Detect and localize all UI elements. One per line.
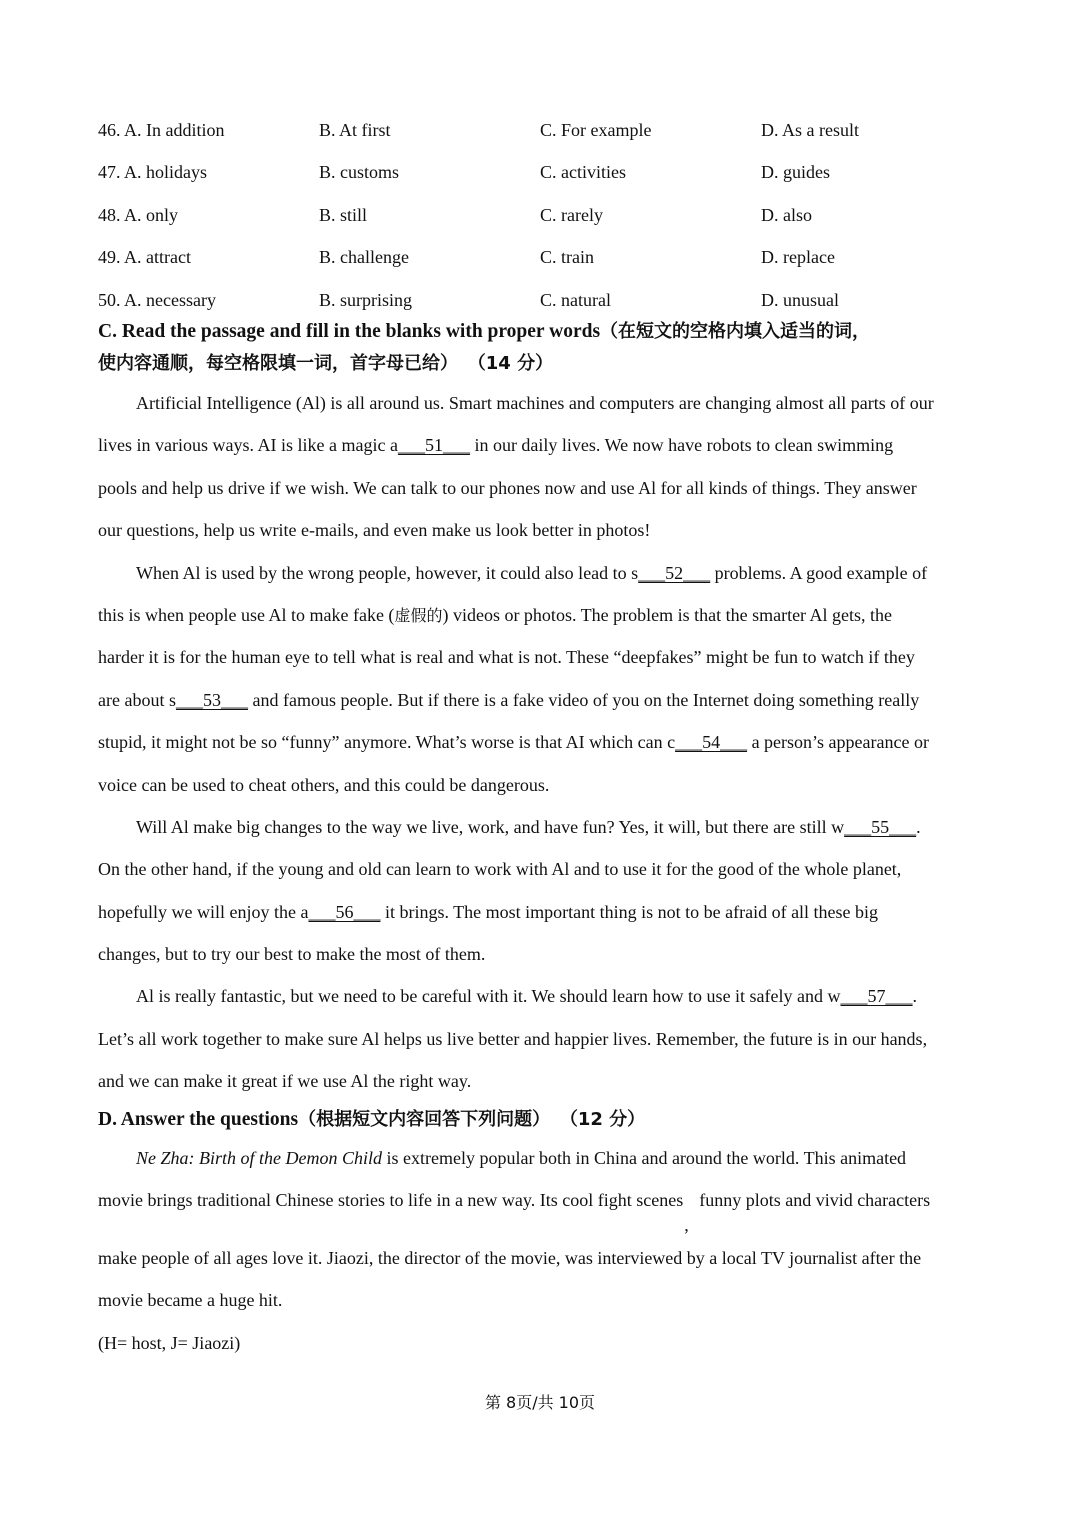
page-number: 第 8页/共 10页 [484,1393,596,1412]
option-a: 46. A. In addition [98,119,225,140]
option-a: 50. A. necessary [98,289,216,310]
option-a: 48. A. only [98,204,179,225]
text: hopefully we will enjoy the a [98,901,309,922]
text: this is when people use Al to make fake ( [98,604,395,625]
option-a: 49. A. attract [98,247,191,268]
text-line [98,764,988,806]
section-c-heading-line2 [98,348,998,380]
section-c-passage [98,382,988,1103]
blank-56: ___56___ [308,901,381,922]
option-c: C. activities [540,162,626,183]
text: . [912,986,918,1007]
section-c-heading-line1 [98,316,998,348]
text-line [98,1237,988,1279]
text-line [98,975,988,1017]
text: Al is really fantastic, but we need to be careful with it. We should learn how to use it safely and w [136,986,841,1007]
section-d-passage [98,1137,988,1364]
text-line [98,382,988,424]
text-line [98,552,988,594]
text: problems. A good example of [710,562,928,583]
blank-52: ___52___ [638,562,711,583]
text: Will Al make big changes to the way we live, work, and have fun? Yes, it will, but there are still w [136,816,845,837]
text-line [98,806,988,848]
text: funny plots and vivid characters [699,1190,931,1211]
section-d-heading [98,1104,998,1136]
option-row-47 [98,152,998,195]
text: are about s [98,689,176,710]
section-c-heading-cn-1: （在短文的空格内填入适当的词， [600,321,871,342]
option-c: C. rarely [540,204,603,225]
page-footer [0,1390,1080,1413]
text-line [98,424,988,466]
comma: , [684,1215,689,1236]
option-a: 47. A. holidays [98,162,208,183]
option-c: C. For example [540,119,652,140]
blank-55: ___55___ [844,816,917,837]
text-line [98,509,988,551]
option-b: B. At first [319,119,391,140]
text: movie became a huge hit. [98,1290,283,1311]
text-line [98,1179,988,1236]
chinese-gloss: 虚假的 [394,605,443,625]
section-d-score: （12 分） [559,1109,646,1130]
text: it brings. The most important thing is not to be afraid of all these big [380,901,879,922]
text: lives in various ways. AI is like a magic a [98,435,398,456]
blank-54: ___54___ [675,732,748,753]
text: . [916,816,921,837]
option-d: D. unusual [761,289,839,310]
text-line [98,933,988,975]
option-d: D. replace [761,247,835,268]
text-line [98,467,988,509]
option-c: C. natural [540,289,611,310]
text: On the other hand, if the young and old can learn to work with Al and to use it for the good of the whole planet, [98,859,902,880]
text: changes, but to try our best to make the most of them. [98,944,486,965]
text-line [98,848,988,890]
text: make people of all ages love it. Jiaozi, the director of the movie, was interviewed by a local TV journalist after the [98,1247,922,1268]
option-row-49 [98,237,998,280]
text-line [98,1060,988,1102]
text-line [98,594,988,636]
section-d-heading-en: D. Answer the questions [98,1109,299,1130]
section-c-heading-cn-2: 使内容通顺，每空格限填一词，首字母已给） [98,353,458,374]
speaker-legend [98,1322,988,1364]
option-d: D. guides [761,162,830,183]
text-line [98,721,988,763]
blank-57: ___57___ [840,986,913,1007]
text-line [98,1137,988,1179]
section-d-heading-cn: （根据短文内容回答下列问题） [298,1109,551,1130]
section-c-heading-en: C. Read the passage and fill in the blanks with proper words [98,321,601,342]
option-b: B. challenge [319,247,409,268]
text-line [98,636,988,678]
text: Artificial Intelligence (Al) is all around us. Smart machines and computers are changing almost all parts of our [136,393,934,413]
section-c-heading [98,316,998,380]
text: and we can make it great if we use Al the right way. [98,1071,472,1092]
option-d: D. As a result [761,119,859,140]
text-line [98,1018,988,1060]
text: movie brings traditional Chinese stories to life in a new way. Its cool fight scenes [98,1190,684,1211]
text: harder it is for the human eye to tell what is real and what is not. These “deepfakes” might be fun to watch if they [98,647,915,668]
option-row-46 [98,109,998,152]
text: stupid, it might not be so “funny” anymore. What’s worse is that AI which can c [98,732,676,753]
option-row-48 [98,194,998,237]
blank-51: ___51___ [397,435,470,456]
text: voice can be used to cheat others, and this could be dangerous. [98,774,550,795]
text-line [98,891,988,933]
option-b: B. customs [319,162,400,183]
option-c: C. train [540,247,594,268]
text: a person’s appearance or [747,732,929,753]
movie-title: Ne Zha: Birth of the Demon Child [136,1148,382,1168]
text: ) videos or photos. The problem is that the smarter Al gets, the [442,604,893,625]
text-line [98,679,988,721]
section-c-score: （14 分） [467,353,554,374]
text: Let’s all work together to make sure Al helps us live better and happier lives. Remember, the future is in our hands, [98,1028,928,1049]
text: When Al is used by the wrong people, however, it could also lead to s [136,562,639,583]
options-table [98,109,998,322]
text: (H= host, J= Jiaozi) [98,1332,241,1353]
option-b: B. surprising [319,289,413,310]
text: is extremely popular both in China and around the world. This animated [382,1148,907,1168]
text: in our daily lives. We now have robots to clean swimming [469,435,894,456]
option-d: D. also [761,204,812,225]
option-b: B. still [319,204,368,225]
text: pools and help us drive if we wish. We can talk to our phones now and use Al for all kinds of things. They answer [98,477,917,498]
text: our questions, help us write e-mails, and even make us look better in photos! [98,520,651,541]
text-line [98,1279,988,1321]
blank-53: ___53___ [175,689,248,710]
text: and famous people. But if there is a fake video of you on the Internet doing something really [247,689,920,710]
